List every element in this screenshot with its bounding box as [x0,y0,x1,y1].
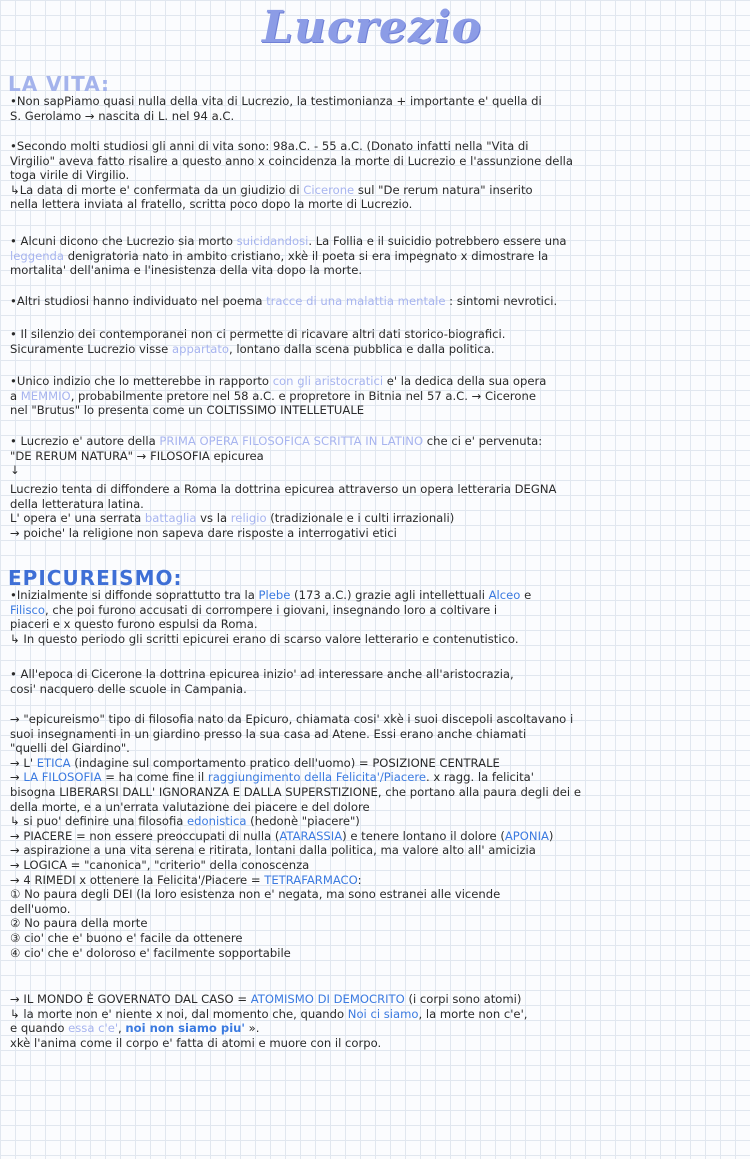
text-segment: denigratoria nato in ambito cristiano, xkè il poeta si era impegnato x dimostrare la [64,248,549,263]
section-heading-vita: LA VITA: [8,72,111,96]
text-segment: → L' [10,755,37,770]
text-line [10,511,740,526]
text-segment: •Altri studiosi hanno individuato nel poema [10,294,267,308]
text-segment: •Inizialmente si diffonde soprattutto tra la [10,588,259,602]
text-line [10,588,740,603]
highlighted-text: TETRAFARMACO [264,872,358,887]
text-segment: = ha come fine il [101,770,208,785]
text-line [10,249,740,264]
text-line [10,263,740,278]
text-line [10,712,740,727]
highlighted-text: LA FILOSOFIA [23,770,102,785]
text-line [10,482,740,497]
vita-paragraph [10,434,740,478]
highlighted-text: battaglia [144,511,197,526]
highlighted-text: religio [230,511,267,526]
text-segment: → poiche' la religione non sapeva dare risposte a interrogativi etici [10,525,397,540]
text-segment: ↳La data di morte e' confermata da un giudizio di [10,182,304,197]
text-segment: (173 a.C.) grazie agli intellettuali [290,588,489,602]
text-segment: toga virile di Virgilio. [10,168,130,183]
text-segment: ↓ [10,463,20,478]
text-line [10,327,740,342]
text-segment: → 4 RIMEDI x ottenere la Felicita'/Piacere = [10,872,265,887]
epicureismo-paragraph [10,712,740,960]
text-line [10,727,740,742]
text-segment: nella lettera inviata al fratello, scritta poco dopo la morte di Lucrezio. [10,197,413,212]
highlighted-text: Filisco [10,602,45,617]
text-segment: (i corpi sono atomi) [404,992,522,1006]
text-segment: , lontano dalla scena pubblica e dalla politica. [229,341,495,356]
highlighted-text: essa c'e' [68,1021,119,1036]
text-segment: → aspirazione a una vita serena e ritirata, lontani dalla politica, ma valore alto all' amicizia [10,843,536,858]
highlighted-text: Noi ci siamo [347,1006,419,1021]
highlighted-text: Plebe [258,588,291,602]
text-segment: → LOGICA = "canonica", "criterio" della conoscenza [10,857,310,872]
text-segment: → PIACERE = non essere preoccupati di nulla ( [10,828,280,843]
text-line [10,342,740,357]
text-segment: • Lucrezio e' autore della [10,434,160,448]
text-line [10,770,740,785]
text-segment: "quelli del Giardino". [10,741,130,756]
text-segment: L' opera e' una serrata [10,511,145,526]
text-segment: ↳ In questo periodo gli scritti epicurei erano di scarso valore letterario e contenutistico. [10,631,519,646]
highlighted-text: APONIA [504,828,549,843]
text-segment: • Alcuni dicono che Lucrezio sia morto [10,234,237,248]
text-segment: ↳ la morte non e' niente x noi, dal momento che, quando [10,1006,348,1021]
text-segment: , [118,1021,126,1036]
text-segment: : sintomi nevrotici. [445,294,558,308]
text-segment: cosi' nacquero delle scuole in Campania. [10,681,247,696]
text-segment: xkè l'anima come il corpo e' fatta di atomi e muore con il corpo. [10,1035,382,1050]
text-segment: ↳ si puo' definire una filosofia [10,814,188,829]
text-segment: e' la dedica della sua opera [383,374,547,388]
vita-paragraph [10,139,740,212]
text-segment: e quando [10,1021,69,1036]
text-line [10,526,740,541]
text-segment: piaceri e x questo furono espulsi da Roma. [10,617,258,632]
text-segment: → [10,770,24,785]
text-line [10,785,740,800]
text-segment: , probabilmente pretore nel 58 a.C. e propretore in Bitnia nel 57 a.C. → Cicerone [70,388,536,403]
vita-paragraph [10,482,740,540]
text-line [10,946,740,961]
text-segment: vs la [196,511,231,526]
text-segment: e [520,588,532,602]
text-line [10,873,740,888]
highlighted-text: MEMMIO [20,388,71,403]
text-line [10,449,740,464]
text-line [10,1007,740,1022]
highlighted-text: PRIMA OPERA FILOSOFICA SCRITTA IN LATINO [159,434,424,448]
text-line [10,1021,740,1036]
text-segment: , che poi furono accusati di corrompere i giovani, insegnando loro a coltivare i [45,602,498,617]
text-line [10,183,740,198]
text-segment: nel "Brutus" lo presenta come un COLTISSIMO INTELLETUALE [10,403,365,418]
text-segment: S. Gerolamo → nascita di L. nel 94 a.C. [10,108,235,123]
text-segment: (indagine sul comportamento pratico dell'uomo) = POSIZIONE CENTRALE [70,755,500,770]
text-line [10,916,740,931]
text-segment: ) e tenere lontano il dolore ( [342,828,505,843]
epicureismo-paragraph [10,992,740,1050]
highlighted-text: ATOMISMO DI DEMOCRITO [250,992,405,1006]
text-segment: della letteratura latina. [10,496,144,511]
text-segment: : [357,872,362,887]
text-line [10,814,740,829]
text-line [10,109,740,124]
text-line [10,931,740,946]
highlighted-text: edonistica [187,814,247,829]
text-segment: •Non sapPiamo quasi nulla della vita di Lucrezio, la testimonianza + importante e' quella di [10,94,542,108]
page-title: Lucrezio [262,2,482,53]
text-line [10,463,740,478]
text-segment: che ci e' pervenuta: [423,434,543,448]
text-line [10,902,740,917]
text-line [10,603,740,618]
text-line [10,168,740,183]
text-segment: , la morte non c'e', [418,1006,528,1021]
text-line [10,234,740,249]
highlighted-text: ETICA [36,755,71,770]
highlighted-text: Alceo [488,588,521,602]
text-segment: bisogna LIBERARSI DALL' IGNORANZA E DALLA SUPERSTIZIONE, che portano alla paura degli dei e [10,784,581,799]
highlighted-text: appartato [172,341,229,356]
text-line [10,94,740,109]
text-segment: •Secondo molti studiosi gli anni di vita sono: 98a.C. - 55 a.C. (Donato infatti nella "Vita di [10,139,529,153]
text-segment: → IL MONDO È GOVERNATO DAL CASO = [10,992,251,1006]
text-line [10,667,740,682]
text-line [10,800,740,815]
highlighted-text: tracce di una malattia mentale [266,294,446,308]
text-line [10,389,740,404]
text-line [10,497,740,512]
highlighted-text: con gli aristocratici [272,374,384,388]
text-line [10,403,740,418]
text-line [10,858,740,873]
text-segment: → "epicureismo" tipo di filosofia nato da Epicuro, chiamata cosi' xkè i suoi discepoli ascoltavano i [10,712,574,726]
text-segment: sul "De rerum natura" inserito [354,182,533,197]
text-segment: (hedonè "piacere") [246,814,360,829]
vita-paragraph [10,94,740,123]
text-segment: • All'epoca di Cicerone la dottrina epicurea inizio' ad interessare anche all'aristocrazia, [10,667,514,681]
text-segment: ) [548,828,554,843]
highlighted-text: leggenda [10,248,65,263]
text-segment: ④ cio' che e' doloroso e' facilmente sopportabile [10,945,291,960]
text-segment: Lucrezio tenta di diffondere a Roma la dottrina epicurea attraverso un opera letteraria DEGNA [10,482,557,496]
text-segment: • Il silenzio dei contemporanei non ci permette di ricavare altri dati storico-biografici. [10,327,506,341]
text-segment: . x ragg. la felicita' [426,770,534,785]
highlighted-text: suicidandosi [236,234,309,248]
epicureismo-paragraph [10,667,740,696]
highlighted-text: noi non siamo piu' [125,1021,245,1036]
text-line [10,992,740,1007]
text-line [10,682,740,697]
section-heading-epicureismo: EPICUREISMO: [8,566,183,590]
text-segment: ② No paura della morte [10,916,148,931]
text-segment: a [10,388,21,403]
text-line [10,374,740,389]
text-line [10,756,740,771]
text-line [10,843,740,858]
vita-paragraph [10,234,740,278]
text-segment: mortalita' dell'anima e l'inesistenza della vita dopo la morte. [10,263,363,278]
text-segment: ③ cio' che e' buono e' facile da ottenere [10,930,243,945]
text-line [10,1036,740,1051]
text-line [10,887,740,902]
text-line [10,617,740,632]
highlighted-text: Cicerone [303,182,355,197]
text-segment: Virgilio" aveva fatto risalire a questo anno x coincidenza la morte di Lucrezio e l'assunzione della [10,153,573,168]
highlighted-text: ATARASSIA [279,828,343,843]
epicureismo-paragraph [10,588,740,646]
highlighted-text: raggiungimento della Felicita'/Piacere [207,770,426,785]
text-segment: "DE RERUM NATURA" → FILOSOFIA epicurea [10,448,264,463]
vita-paragraph [10,327,740,356]
text-line [10,434,740,449]
text-line [10,741,740,756]
vita-paragraph [10,294,740,309]
text-segment: . La Follia e il suicidio potrebbero essere una [308,234,567,248]
vita-paragraph [10,374,740,418]
text-segment: dell'uomo. [10,901,71,916]
text-segment: della morte, e a un'errata valutazione dei piacere e del dolore [10,799,370,814]
text-line [10,139,740,154]
text-segment: ① No paura degli DEI (la loro esistenza non e' negata, ma sono estranei alle vicende [10,887,501,902]
text-line [10,829,740,844]
text-line [10,197,740,212]
text-line [10,294,740,309]
text-line [10,632,740,647]
text-segment: Sicuramente Lucrezio visse [10,341,173,356]
text-segment: (tradizionale e i culti irrazionali) [266,511,455,526]
text-segment: •Unico indizio che lo metterebbe in rapporto [10,374,273,388]
text-segment: suoi insegnamenti in un giardino presso la sua casa ad Atene. Essi erano anche chiamati [10,726,527,741]
text-line [10,154,740,169]
text-segment: ». [245,1021,260,1036]
